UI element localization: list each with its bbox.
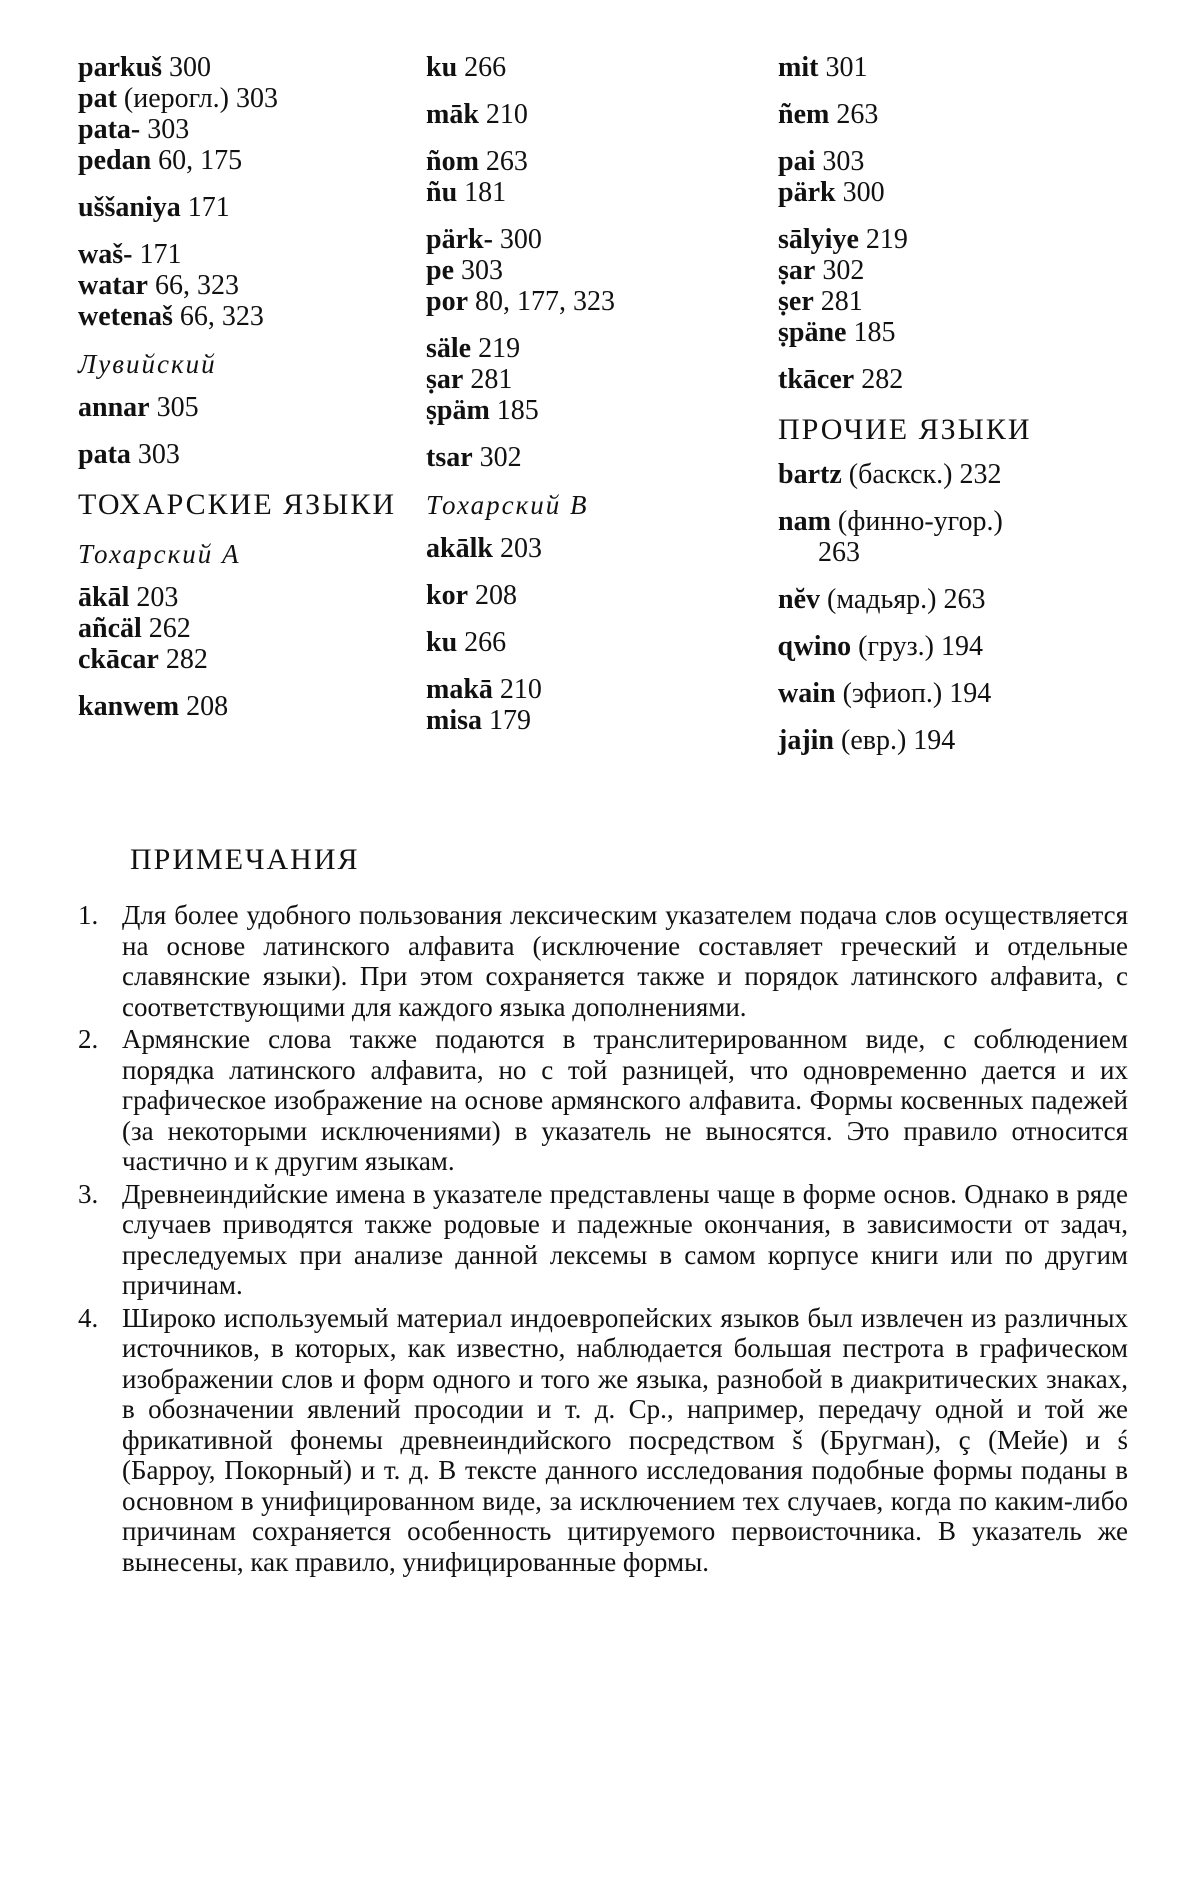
- note-text: Армянские слова также подаются в транслитерированном виде, с соблюдением порядка латинского алфавита, но с той разницей, что одновременно дается и их графическое изображение на основе армянского алфавита. Формы косвенных падежей (за некоторыми исключениями) в указатель не выносятся. Это правило относится частично и к другим языкам.: [122, 1024, 1128, 1176]
- index-reference: (финно-угор.): [830, 506, 1003, 537]
- note-number: 1.: [78, 900, 99, 930]
- index-entry: [426, 395, 766, 426]
- index-reference: 281: [813, 286, 863, 317]
- index-reference: (груз.) 194: [851, 631, 983, 662]
- index-reference: 266: [457, 52, 507, 83]
- index-entry: [778, 146, 1118, 177]
- index-reference: 300: [835, 177, 885, 208]
- index-entry: [78, 114, 418, 145]
- index-reference: 301: [818, 52, 868, 83]
- index-headword: ñu: [426, 177, 458, 208]
- note-text: Древнеиндийские имена в указателе представлены чаще в форме основ. Однако в ряде случаев приводятся также родовые и падежные окончания, в зависимости от задач, преследуемых при анализе данной лексемы в самом корпусе книги или по другим причинам.: [122, 1178, 1128, 1300]
- index-entry: [778, 255, 1118, 286]
- index-reference: 262: [141, 613, 191, 644]
- index-reference: (иерогл.) 303: [116, 83, 279, 114]
- index-entry: [778, 177, 1118, 208]
- index-reference: 203: [492, 533, 542, 564]
- language-group-heading: ПРОЧИЕ ЯЗЫКИ: [778, 413, 1032, 446]
- index-entry: [778, 725, 1118, 756]
- index-entry: [426, 442, 766, 473]
- index-reference: (баскск.) 232: [841, 459, 1002, 490]
- note-number: 4.: [78, 1302, 99, 1333]
- index-entry: [426, 255, 766, 286]
- index-reference: 185: [846, 317, 896, 348]
- index-headword: ñem: [778, 99, 830, 130]
- index-entry: [778, 506, 1118, 537]
- index-reference: (эфиоп.) 194: [835, 678, 992, 709]
- index-reference: 219: [858, 224, 908, 255]
- index-entry: [778, 364, 1118, 395]
- index-entry: [426, 705, 766, 736]
- note-item: [78, 1024, 1128, 1177]
- index-reference: 66, 323: [147, 270, 239, 301]
- index-entry: [78, 83, 418, 114]
- index-reference: 210: [492, 674, 542, 705]
- index-reference: (евр.) 194: [834, 725, 956, 756]
- index-entry: [426, 177, 766, 208]
- index-headword: pe: [426, 255, 454, 286]
- index-reference: 179: [482, 705, 531, 736]
- index-reference: 219: [471, 333, 521, 364]
- index-headword: wain: [778, 678, 836, 709]
- index-entry: [78, 613, 418, 644]
- index-entry: [78, 145, 418, 176]
- index-headword: uššaniya: [78, 192, 181, 223]
- index-headword: pärk-: [426, 224, 493, 255]
- index-headword: parkuš: [78, 52, 163, 83]
- index-headword: kanwem: [78, 691, 180, 722]
- note-item: [78, 1303, 1128, 1578]
- index-headword: tkācer: [778, 364, 855, 395]
- index-entry: [78, 691, 418, 722]
- index-headword: pat: [78, 83, 117, 114]
- index-entry: [78, 301, 418, 332]
- index-headword: makā: [426, 674, 493, 705]
- index-entry: [778, 584, 1118, 615]
- index-headword: ckācar: [78, 644, 159, 675]
- index-headword: misa: [426, 705, 482, 736]
- index-reference: 303: [130, 439, 180, 470]
- index-reference: 303: [140, 114, 190, 145]
- index-headword: ku: [426, 52, 458, 83]
- language-subheading: Тохарский В: [426, 490, 589, 520]
- note-number: 3.: [78, 1178, 99, 1209]
- index-reference: 300: [492, 224, 542, 255]
- index-reference: 281: [463, 364, 513, 395]
- notes-title: ПРИМЕЧАНИЯ: [130, 843, 360, 876]
- index-entry: [78, 270, 418, 301]
- index-reference: 181: [457, 177, 507, 208]
- index-reference: 305: [149, 392, 199, 423]
- index-headword: por: [426, 286, 468, 317]
- language-group-heading: ТОХАРСКИЕ ЯЗЫКИ: [78, 488, 397, 521]
- index-entry: [778, 678, 1118, 709]
- index-headword: jajin: [778, 725, 834, 756]
- index-entry: [778, 52, 1118, 83]
- index-headword: ṣpäne: [778, 317, 847, 348]
- note-text: Для более удобного пользования лексическим указателем подача слов осуществляется на основе латинского алфавита (исключение составляет греческий и отдельные славянские языки). При этом сохраняется также и порядок латинского алфавита, с соответствующими для каждого языка дополнениями.: [122, 900, 1128, 1022]
- index-entry: [426, 224, 766, 255]
- index-headword: nam: [778, 506, 831, 537]
- index-entry: [778, 459, 1118, 490]
- index-headword: ṣpäm: [426, 395, 490, 426]
- index-headword: tsar: [426, 442, 473, 473]
- index-entry: [426, 580, 766, 611]
- index-reference: 66, 323: [172, 301, 264, 332]
- note-number: 2.: [78, 1024, 99, 1054]
- index-entry: [78, 439, 418, 470]
- index-headword: säle: [426, 333, 472, 364]
- index-headword: ākāl: [78, 582, 130, 613]
- index-entry: [78, 582, 418, 613]
- lexical-index: [78, 52, 1138, 812]
- index-reference: 263: [829, 99, 879, 130]
- index-reference: 302: [815, 255, 865, 286]
- index-entry: [78, 644, 418, 675]
- index-reference: 60, 175: [151, 145, 243, 176]
- index-reference: 303: [815, 146, 865, 177]
- index-headword: pata-: [78, 114, 141, 145]
- index-entry: [78, 52, 418, 83]
- index-headword: annar: [78, 392, 150, 423]
- index-headword: akālk: [426, 533, 493, 564]
- index-reference: 263: [478, 146, 528, 177]
- index-headword: mit: [778, 52, 819, 83]
- note-text: Широко используемый материал индоевропейских языков был извлечен из различных источников, в которых, как известно, наблюдается большая пестрота в графическом изображении слов и форм одного и того же языка, разнобой в диакритических знаках, в обозначении явлений просодии и т. д. Ср., например, передачу одной и той же фрикативной фонемы древнеиндийского посредством š (Бругман), ç (Мейе) и ś (Барроу, Покорный) и т. д. В тексте данного исследования подобные формы поданы в основном в унифицированном виде, за исключением тех случаев, когда по каким-либо причинам сохраняется особенность цитируемого первоисточника. В указатель же вынесены, как правило, унифицированные формы.: [122, 1302, 1128, 1577]
- index-entry: [778, 224, 1118, 255]
- index-entry: [426, 146, 766, 177]
- index-headword: ñom: [426, 146, 479, 177]
- notes-section: [78, 842, 1128, 1579]
- index-headword: watar: [78, 270, 148, 301]
- index-reference: 208: [179, 691, 229, 722]
- index-column-2: [426, 52, 766, 736]
- index-entry: [778, 99, 1118, 130]
- language-subheading: Лувийский: [78, 349, 217, 379]
- note-item: [78, 900, 1128, 1022]
- index-reference: 185: [489, 395, 539, 426]
- index-headword: ɋwino: [778, 631, 852, 662]
- index-headword: ṣar: [778, 255, 816, 286]
- index-headword: ṣer: [778, 286, 814, 317]
- index-entry: [778, 286, 1118, 317]
- index-headword: ṣar: [426, 364, 464, 395]
- index-reference: 266: [457, 627, 507, 658]
- note-item: [78, 1179, 1128, 1301]
- index-headword: nĕv: [778, 584, 820, 615]
- index-headword: pai: [778, 146, 816, 177]
- index-entry: [426, 52, 766, 83]
- index-reference: 282: [158, 644, 208, 675]
- index-reference: 210: [478, 99, 528, 130]
- index-headword: pärk: [778, 177, 836, 208]
- index-headword: kor: [426, 580, 468, 611]
- index-headword: wetenaš: [78, 301, 173, 332]
- index-headword: waš-: [78, 239, 133, 270]
- index-reference: 208: [468, 580, 517, 611]
- index-headword: pedan: [78, 145, 152, 176]
- index-entry: [78, 192, 418, 223]
- index-reference: 203: [129, 582, 179, 613]
- index-headword: bartz: [778, 459, 842, 490]
- index-entry: [426, 99, 766, 130]
- index-entry: [78, 239, 418, 270]
- index-headword: ku: [426, 627, 458, 658]
- index-entry: [426, 364, 766, 395]
- index-headword: pata: [78, 439, 131, 470]
- index-column-3: [778, 52, 1118, 756]
- index-entry: [426, 674, 766, 705]
- index-headword: māk: [426, 99, 479, 130]
- index-reference: 171: [132, 239, 182, 270]
- index-column-1: [78, 52, 418, 722]
- index-entry: [78, 392, 418, 423]
- index-entry-continuation: 263: [818, 537, 860, 568]
- index-reference: 80, 177, 323: [468, 286, 615, 317]
- index-reference: 282: [854, 364, 904, 395]
- index-entry: [778, 631, 1118, 662]
- index-reference: (мадьяр.) 263: [820, 584, 986, 615]
- index-entry: [426, 286, 766, 317]
- index-reference: 303: [454, 255, 503, 286]
- index-reference: 302: [472, 442, 522, 473]
- index-headword: sālyiye: [778, 224, 859, 255]
- index-entry: [778, 317, 1118, 348]
- index-reference: 300: [162, 52, 212, 83]
- language-subheading: Тохарский А: [78, 539, 241, 569]
- index-entry: [426, 533, 766, 564]
- index-headword: añcäl: [78, 613, 142, 644]
- index-entry: [426, 333, 766, 364]
- index-reference: 171: [180, 192, 230, 223]
- index-entry: [426, 627, 766, 658]
